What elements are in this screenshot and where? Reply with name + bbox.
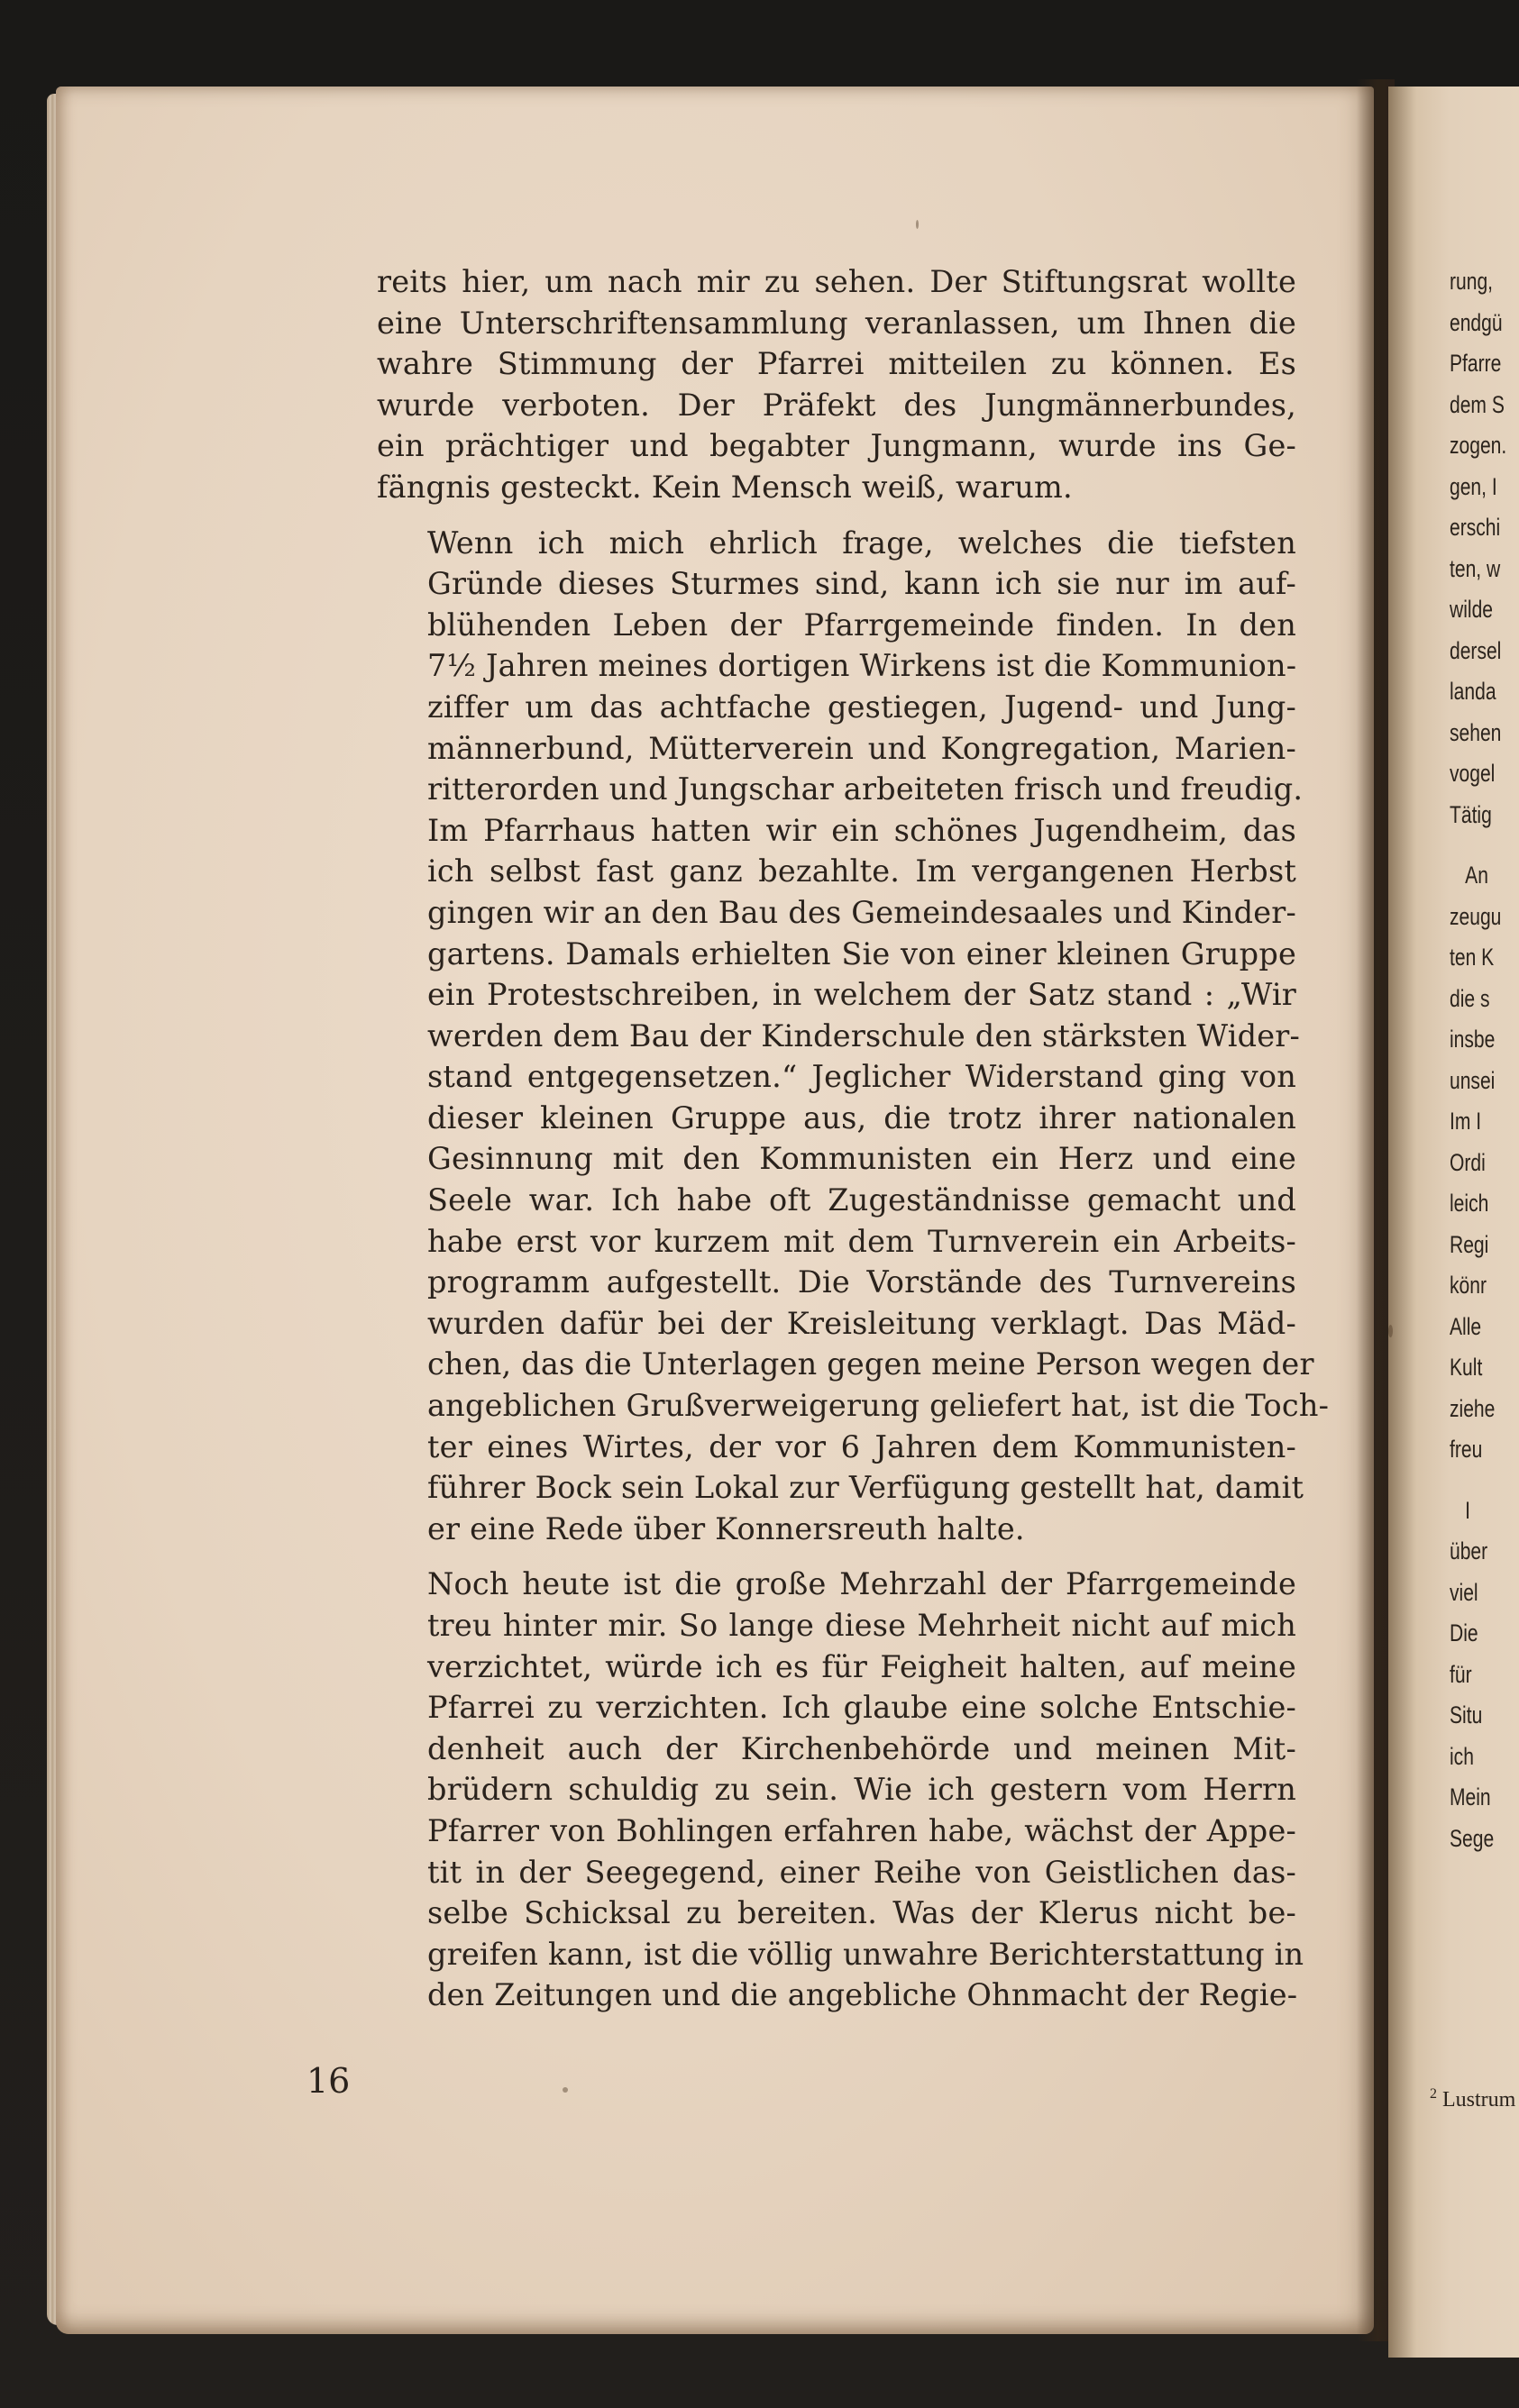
text-line: Pfarrei zu verzichten. Ich glaube eine solche Entschie- <box>427 1690 1296 1726</box>
right-page-word-fragment: Die <box>1450 1619 1478 1646</box>
right-page-word-fragment: endgü <box>1450 308 1503 336</box>
right-page-word-fragment: dem S <box>1450 390 1505 418</box>
right-page-word-fragment: Sege <box>1450 1824 1495 1852</box>
paragraph <box>377 261 1296 508</box>
text-line: denheit auch der Kirchenbehörde und meinen Mit- <box>427 1730 1296 1766</box>
right-page-word-fragment: Kult <box>1450 1354 1483 1381</box>
right-page-word-fragment: Pfarre <box>1450 350 1502 377</box>
text-line: Wenn ich mich ehrlich frage, welches die tiefsten <box>427 524 1296 561</box>
right-page-word-fragment: viel <box>1450 1578 1478 1606</box>
paragraph <box>377 1564 1304 2016</box>
right-page-word-fragment: gen, I <box>1450 472 1497 500</box>
footnote-mark: 2 <box>1430 2086 1437 2102</box>
text-line: Gesinnung mit den Kommunisten ein Herz und eine <box>427 1141 1296 1177</box>
right-page-word-fragment: An <box>1465 862 1488 889</box>
text-line: Pfarrer von Bohlingen erfahren habe, wächst der Appe- <box>427 1812 1296 1848</box>
paragraph-gap <box>1450 835 1513 855</box>
right-page-word-fragment: ziehe <box>1450 1394 1496 1422</box>
right-page-word-fragment: Mein <box>1450 1783 1491 1811</box>
text-line: ziffer um das achtfache gestiegen, Jugend- und Jung- <box>427 689 1296 725</box>
right-page-word-fragment: für <box>1450 1660 1472 1688</box>
text-line: Noch heute ist die große Mehrzahl der Pfarrgemeinde <box>427 1566 1296 1602</box>
right-page-word-fragment: könr <box>1450 1272 1487 1299</box>
right-page-word-fragment: Tätig <box>1450 800 1492 828</box>
text-line: werden dem Bau der Kinderschule den stärksten Wider- <box>427 1017 1301 1054</box>
right-page-word-fragment: zeugu <box>1450 902 1502 930</box>
text-line: männerbund, Mütterverein und Kongregation, Marien- <box>427 730 1296 766</box>
right-page-word-fragment: ten, w <box>1450 554 1501 582</box>
text-line: Seele war. Ich habe oft Zugeständnisse gemacht und <box>427 1182 1296 1218</box>
text-line: gingen wir an den Bau des Gemeindesaales und Kinder- <box>427 894 1296 930</box>
page-number: 16 <box>307 2061 351 2101</box>
text-line: verzichtet, würde ich es für Feigheit halten, auf meine <box>427 1648 1296 1684</box>
right-page-word-fragment: insbe <box>1450 1026 1496 1053</box>
text-line: chen, das die Unterlagen gegen meine Person wegen der <box>427 1346 1314 1382</box>
right-page-word-fragment: Situ <box>1450 1701 1483 1728</box>
text-line: führer Bock sein Lokal zur Verfügung gestellt hat, damit <box>427 1470 1304 1506</box>
right-page-word-fragment: Ordi <box>1450 1148 1486 1176</box>
text-line: 7½ Jahren meines dortigen Wirkens ist die Kommunion- <box>427 648 1297 684</box>
right-page-word-fragment: unsei <box>1450 1066 1496 1094</box>
footnote-text: Lustrum <box>1442 2088 1516 2112</box>
right-page-word-fragment: sehen <box>1450 718 1502 746</box>
paper-mark <box>563 2087 568 2093</box>
text-line: tit in der Seegegend, einer Reihe von Geistlichen das- <box>427 1854 1296 1890</box>
text-line: habe erst vor kurzem mit dem Turnverein ein Arbeits- <box>427 1223 1296 1259</box>
text-line: greifen kann, ist die völlig unwahre Berichterstattung in <box>427 1936 1304 1972</box>
text-line: ich selbst fast ganz bezahlte. Im vergangenen Herbst <box>427 853 1296 889</box>
right-page-word-fragment: die s <box>1450 984 1490 1012</box>
body-text <box>377 261 1330 2016</box>
right-page-footnote <box>1430 2086 1515 2112</box>
right-page-word-fragment: landa <box>1450 678 1496 705</box>
text-line: treu hinter mir. So lange diese Mehrheit nicht auf mich <box>427 1608 1296 1643</box>
right-page-word-fragment: rung, <box>1450 268 1494 295</box>
right-page-word-fragment: ich <box>1450 1742 1474 1770</box>
paper-mark <box>1388 1325 1393 1337</box>
text-line: ein Protestschreiben, in welchem der Satz stand : „Wir <box>427 977 1296 1013</box>
text-line: angeblichen Grußverweigerung geliefert hat, ist die Toch- <box>427 1388 1330 1424</box>
right-page-word-fragment: zogen. <box>1450 432 1507 459</box>
right-page-word-fragment: dersel <box>1450 636 1502 664</box>
right-page-word-fragment: I <box>1465 1496 1471 1524</box>
text-line: blühenden Leben der Pfarrgemeinde finden. In den <box>427 607 1296 643</box>
right-page-word-fragment: freu <box>1450 1436 1483 1463</box>
text-line: reits hier, um nach mir zu sehen. Der Stiftungsrat wollte <box>377 264 1296 299</box>
text-line: ritterorden und Jungschar arbeiteten frisch und freudig. <box>427 771 1304 807</box>
text-line: den Zeitungen und die angebliche Ohnmacht der Regie- <box>427 1977 1298 2013</box>
text-line: fängnis gesteckt. Kein Mensch weiß, warum. <box>377 469 1073 505</box>
right-page-word-fragment: erschi <box>1450 514 1501 541</box>
text-line: stand entgegensetzen.“ Jeglicher Widerstand ging von <box>427 1059 1296 1095</box>
text-line: wahre Stimmung der Pfarrei mitteilen zu können. Es <box>377 346 1296 382</box>
right-page-word-fragment: über <box>1450 1537 1488 1564</box>
text-line: ter eines Wirtes, der vor 6 Jahren dem Kommunisten- <box>427 1428 1296 1464</box>
text-line: wurde verboten. Der Präfekt des Jungmännerbundes, <box>377 387 1296 423</box>
right-page-word-fragment: Regi <box>1450 1230 1489 1258</box>
right-page-word-fragment: leich <box>1450 1190 1489 1217</box>
paragraph-gap <box>1450 1471 1513 1491</box>
right-page-word-fragment: Alle <box>1450 1312 1482 1340</box>
text-line: gartens. Damals erhielten Sie von einer kleinen Gruppe <box>427 935 1296 971</box>
text-line: dieser kleinen Gruppe aus, die trotz ihrer nationalen <box>427 1099 1296 1136</box>
text-line: selbe Schicksal zu bereiten. Was der Klerus nicht be- <box>427 1895 1296 1931</box>
paper-mark <box>916 220 919 229</box>
right-page-word-fragment: wilde <box>1450 596 1493 623</box>
text-line: eine Unterschriftensammlung veranlassen, um Ihnen die <box>377 305 1296 341</box>
text-line: brüdern schuldig zu sein. Wie ich gestern vom Herrn <box>427 1772 1296 1808</box>
text-line: programm aufgestellt. Die Vorstände des Turnvereins <box>427 1264 1296 1300</box>
right-page-word-fragment: vogel <box>1450 760 1496 787</box>
text-line: Gründe dieses Sturmes sind, kann ich sie nur im auf- <box>427 566 1296 602</box>
text-line: er eine Rede über Konnersreuth halte. <box>427 1510 1025 1546</box>
text-line: ein prächtiger und begabter Jungmann, wurde ins Ge- <box>377 428 1296 464</box>
text-line: Im Pfarrhaus hatten wir ein schönes Jugendheim, das <box>427 812 1296 848</box>
right-page-word-fragment: ten K <box>1450 944 1495 971</box>
right-page-text-fragments <box>1450 261 1513 1859</box>
paragraph <box>377 523 1330 1550</box>
right-page-word-fragment: Im I <box>1450 1108 1482 1135</box>
text-line: wurden dafür bei der Kreisleitung verklagt. Das Mäd- <box>427 1305 1296 1341</box>
